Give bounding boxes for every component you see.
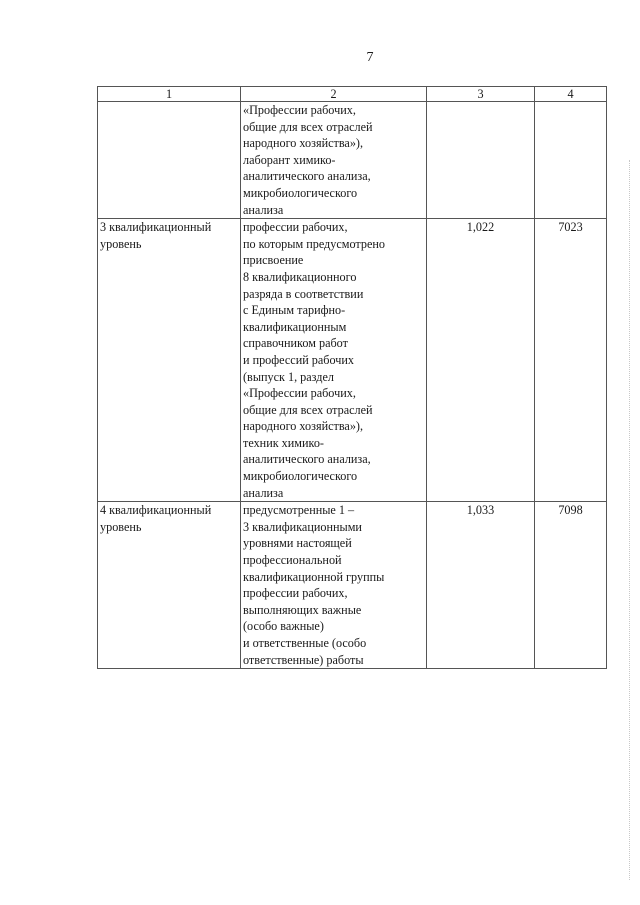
profession-description-cell: профессии рабочих, по которым предусмотрено присвоение 8 квалификационного разряда в соответствии с Единым тарифно- квалификационным справочником работ и профессий рабочих (выпуск 1, раздел «Профессии рабочих, общие для всех отраслей народного хозяйства»), техник химико- аналитического анализа, микробиологического анализа — [241, 219, 427, 502]
qualification-level-cell — [98, 102, 241, 219]
scan-edge-line — [629, 160, 632, 880]
coefficient-cell — [427, 102, 535, 219]
column-header-4: 4 — [535, 87, 607, 102]
salary-cell: 7023 — [535, 219, 607, 502]
table-row — [98, 502, 607, 669]
table-row — [98, 219, 607, 502]
coefficient-cell: 1,022 — [427, 219, 535, 502]
qualification-level-cell: 3 квалификационный уровень — [98, 219, 241, 502]
profession-description-cell: «Профессии рабочих, общие для всех отраслей народного хозяйства»), лаборант химико- аналитического анализа, микробиологического анализа — [241, 102, 427, 219]
column-header-3: 3 — [427, 87, 535, 102]
column-header-2: 2 — [241, 87, 427, 102]
column-header-1: 1 — [98, 87, 241, 102]
table-header-row — [98, 87, 607, 102]
salary-cell — [535, 102, 607, 219]
page-number: 7 — [366, 50, 374, 65]
salary-cell: 7098 — [535, 502, 607, 669]
table-row — [98, 102, 607, 219]
qualification-table — [97, 86, 607, 669]
qualification-level-cell: 4 квалификационный уровень — [98, 502, 241, 669]
profession-description-cell: предусмотренные 1 – 3 квалификационными уровнями настоящей профессиональной квалификационной группы профессии рабочих, выполняющих важные (особо важные) и ответственные (особо ответственные) работы — [241, 502, 427, 669]
coefficient-cell: 1,033 — [427, 502, 535, 669]
